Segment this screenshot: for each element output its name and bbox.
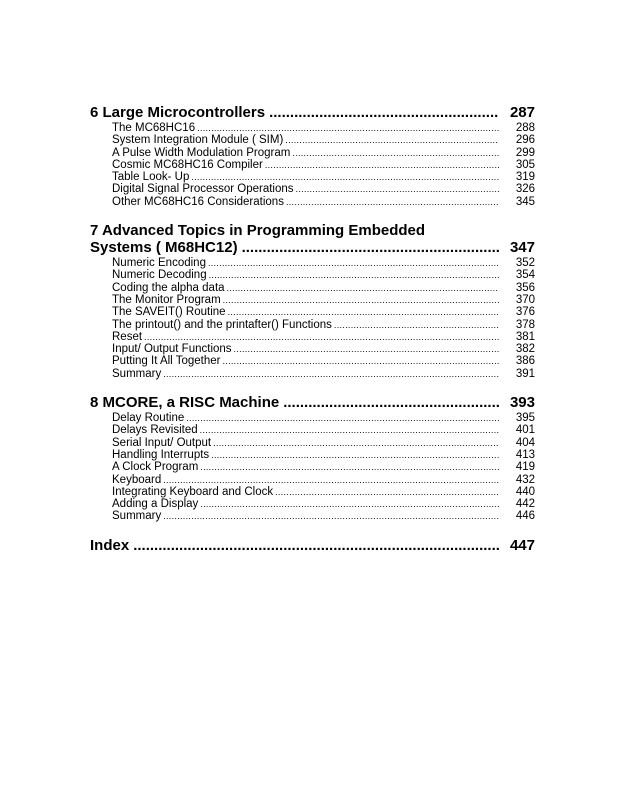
dot-leader xyxy=(200,461,499,473)
chapter-8 xyxy=(90,394,535,523)
toc-entry[interactable] xyxy=(112,355,535,367)
entry-page: 413 xyxy=(515,448,535,461)
entry-page: 356 xyxy=(515,281,535,294)
entry-label: Serial Input/ Output xyxy=(112,436,212,449)
dot-leader xyxy=(186,412,499,424)
entry-label: The printout() and the printafter() Functions xyxy=(112,318,332,331)
entry-label: A Pulse Width Modulation Program xyxy=(112,146,291,159)
entry-label: The Monitor Program xyxy=(112,293,221,306)
entry-label: Table Look- Up xyxy=(112,171,190,184)
dot-leader xyxy=(209,269,499,281)
entry-label: Numeric Decoding xyxy=(112,269,207,282)
entry-page: 446 xyxy=(515,510,535,523)
entry-page: 440 xyxy=(515,485,535,498)
dot-leader xyxy=(265,159,499,171)
entry-label: Digital Signal Processor Operations xyxy=(112,183,294,196)
entry-page: 419 xyxy=(515,461,535,474)
entry-label: Keyboard xyxy=(112,473,162,486)
toc-entry[interactable] xyxy=(112,134,535,146)
toc-entry[interactable] xyxy=(112,437,535,449)
dot-leader xyxy=(285,134,499,146)
dot-leader xyxy=(223,294,499,306)
entry-page: 395 xyxy=(515,412,535,425)
entry-page: 381 xyxy=(515,330,535,343)
toc-entry[interactable] xyxy=(112,343,535,355)
dot-leader xyxy=(296,183,499,195)
entry-label: Reset xyxy=(112,330,143,343)
entry-page: 370 xyxy=(515,293,535,306)
chapter-title: 6 Large Microcontrollers xyxy=(90,104,266,121)
chapter-7 xyxy=(90,222,535,380)
entry-label: Input/ Output Functions xyxy=(112,343,232,356)
entry-page: 345 xyxy=(515,195,535,208)
dot-leader xyxy=(191,171,499,183)
entry-label: Putting It All Together xyxy=(112,355,221,368)
chapter-heading[interactable] xyxy=(90,394,535,411)
chapter-title: Systems ( M68HC12) xyxy=(90,239,238,257)
toc-entry[interactable] xyxy=(112,282,535,294)
entry-page: 391 xyxy=(515,367,535,380)
dot-leader xyxy=(269,104,499,121)
toc-entry[interactable] xyxy=(112,474,535,486)
entry-page: 352 xyxy=(515,257,535,270)
toc-entry[interactable] xyxy=(112,306,535,318)
entry-page: 386 xyxy=(515,355,535,368)
entry-label: Integrating Keyboard and Clock xyxy=(112,485,274,498)
dot-leader xyxy=(234,343,499,355)
dot-leader xyxy=(163,368,499,380)
entry-page: 442 xyxy=(515,498,535,511)
dot-leader xyxy=(228,306,499,318)
dot-leader xyxy=(200,498,499,510)
dot-leader xyxy=(200,424,499,436)
section-list xyxy=(90,257,535,380)
dot-leader xyxy=(208,257,499,269)
entry-label: Handling Interrupts xyxy=(112,448,210,461)
section-list xyxy=(90,122,535,208)
dot-leader xyxy=(213,437,499,449)
entry-label: Numeric Encoding xyxy=(112,257,206,270)
entry-page: 326 xyxy=(515,183,535,196)
entry-label: Other MC68HC16 Considerations xyxy=(112,195,284,208)
toc-entry[interactable] xyxy=(112,461,535,473)
toc-entry[interactable] xyxy=(112,159,535,171)
chapter-heading[interactable] xyxy=(90,104,535,121)
table-of-contents xyxy=(90,104,535,554)
entry-page: 432 xyxy=(515,473,535,486)
entry-label: The MC68HC16 xyxy=(112,122,196,134)
toc-entry[interactable] xyxy=(112,269,535,281)
entry-page: 404 xyxy=(515,436,535,449)
chapter-6 xyxy=(90,104,535,208)
entry-label: System Integration Module ( SIM) xyxy=(112,134,284,147)
toc-entry[interactable] xyxy=(112,147,535,159)
entry-page: 319 xyxy=(515,171,535,184)
entry-label: Summary xyxy=(112,510,162,523)
chapter-page: 287 xyxy=(509,104,535,121)
toc-entry[interactable] xyxy=(112,196,535,208)
toc-entry[interactable] xyxy=(112,122,535,134)
entry-page: 305 xyxy=(515,158,535,171)
entry-page: 299 xyxy=(515,146,535,159)
dot-leader xyxy=(163,474,499,486)
entry-page: 288 xyxy=(515,122,535,134)
toc-entry[interactable] xyxy=(112,368,535,380)
toc-entry[interactable] xyxy=(112,319,535,331)
entry-page: 354 xyxy=(515,269,535,282)
dot-leader xyxy=(163,510,499,522)
section-list xyxy=(90,412,535,523)
entry-label: Delays Revisited xyxy=(112,424,198,437)
entry-label: Cosmic MC68HC16 Compiler xyxy=(112,158,263,171)
dot-leader xyxy=(133,537,499,554)
entry-page: 382 xyxy=(515,343,535,356)
entry-label: Coding the alpha data xyxy=(112,281,225,294)
dot-leader xyxy=(286,196,499,208)
chapter-title-line1: 7 Advanced Topics in Programming Embedded xyxy=(90,222,426,240)
dot-leader xyxy=(334,319,499,331)
index-page: 447 xyxy=(509,536,535,554)
chapter-title: 8 MCORE, a RISC Machine xyxy=(90,394,280,412)
dot-leader xyxy=(275,486,499,498)
entry-label: Delay Routine xyxy=(112,412,185,425)
entry-label: Summary xyxy=(112,367,162,380)
chapter-heading[interactable] xyxy=(90,239,535,256)
dot-leader xyxy=(292,147,499,159)
entry-label: A Clock Program xyxy=(112,461,199,474)
dot-leader xyxy=(242,239,499,256)
toc-entry[interactable] xyxy=(112,331,535,343)
index-heading[interactable] xyxy=(90,537,535,554)
toc-entry[interactable] xyxy=(112,257,535,269)
index-title: Index xyxy=(90,536,130,554)
toc-entry[interactable] xyxy=(112,486,535,498)
entry-label: The SAVEIT() Routine xyxy=(112,306,226,319)
dot-leader xyxy=(197,122,499,134)
dot-leader xyxy=(227,282,499,294)
dot-leader xyxy=(283,394,499,411)
dot-leader xyxy=(144,331,499,343)
chapter-page: 393 xyxy=(509,394,535,412)
toc-entry[interactable] xyxy=(112,412,535,424)
entry-page: 296 xyxy=(515,134,535,147)
toc-entry[interactable] xyxy=(112,183,535,195)
entry-page: 378 xyxy=(515,318,535,331)
entry-page: 376 xyxy=(515,306,535,319)
toc-entry[interactable] xyxy=(112,424,535,436)
toc-entry[interactable] xyxy=(112,510,535,522)
toc-entry[interactable] xyxy=(112,498,535,510)
toc-entry[interactable] xyxy=(112,171,535,183)
dot-leader xyxy=(211,449,499,461)
toc-entry[interactable] xyxy=(112,294,535,306)
entry-page: 401 xyxy=(515,424,535,437)
chapter-page: 347 xyxy=(509,239,535,257)
entry-label: Adding a Display xyxy=(112,498,199,511)
dot-leader xyxy=(222,355,499,367)
toc-entry[interactable] xyxy=(112,449,535,461)
